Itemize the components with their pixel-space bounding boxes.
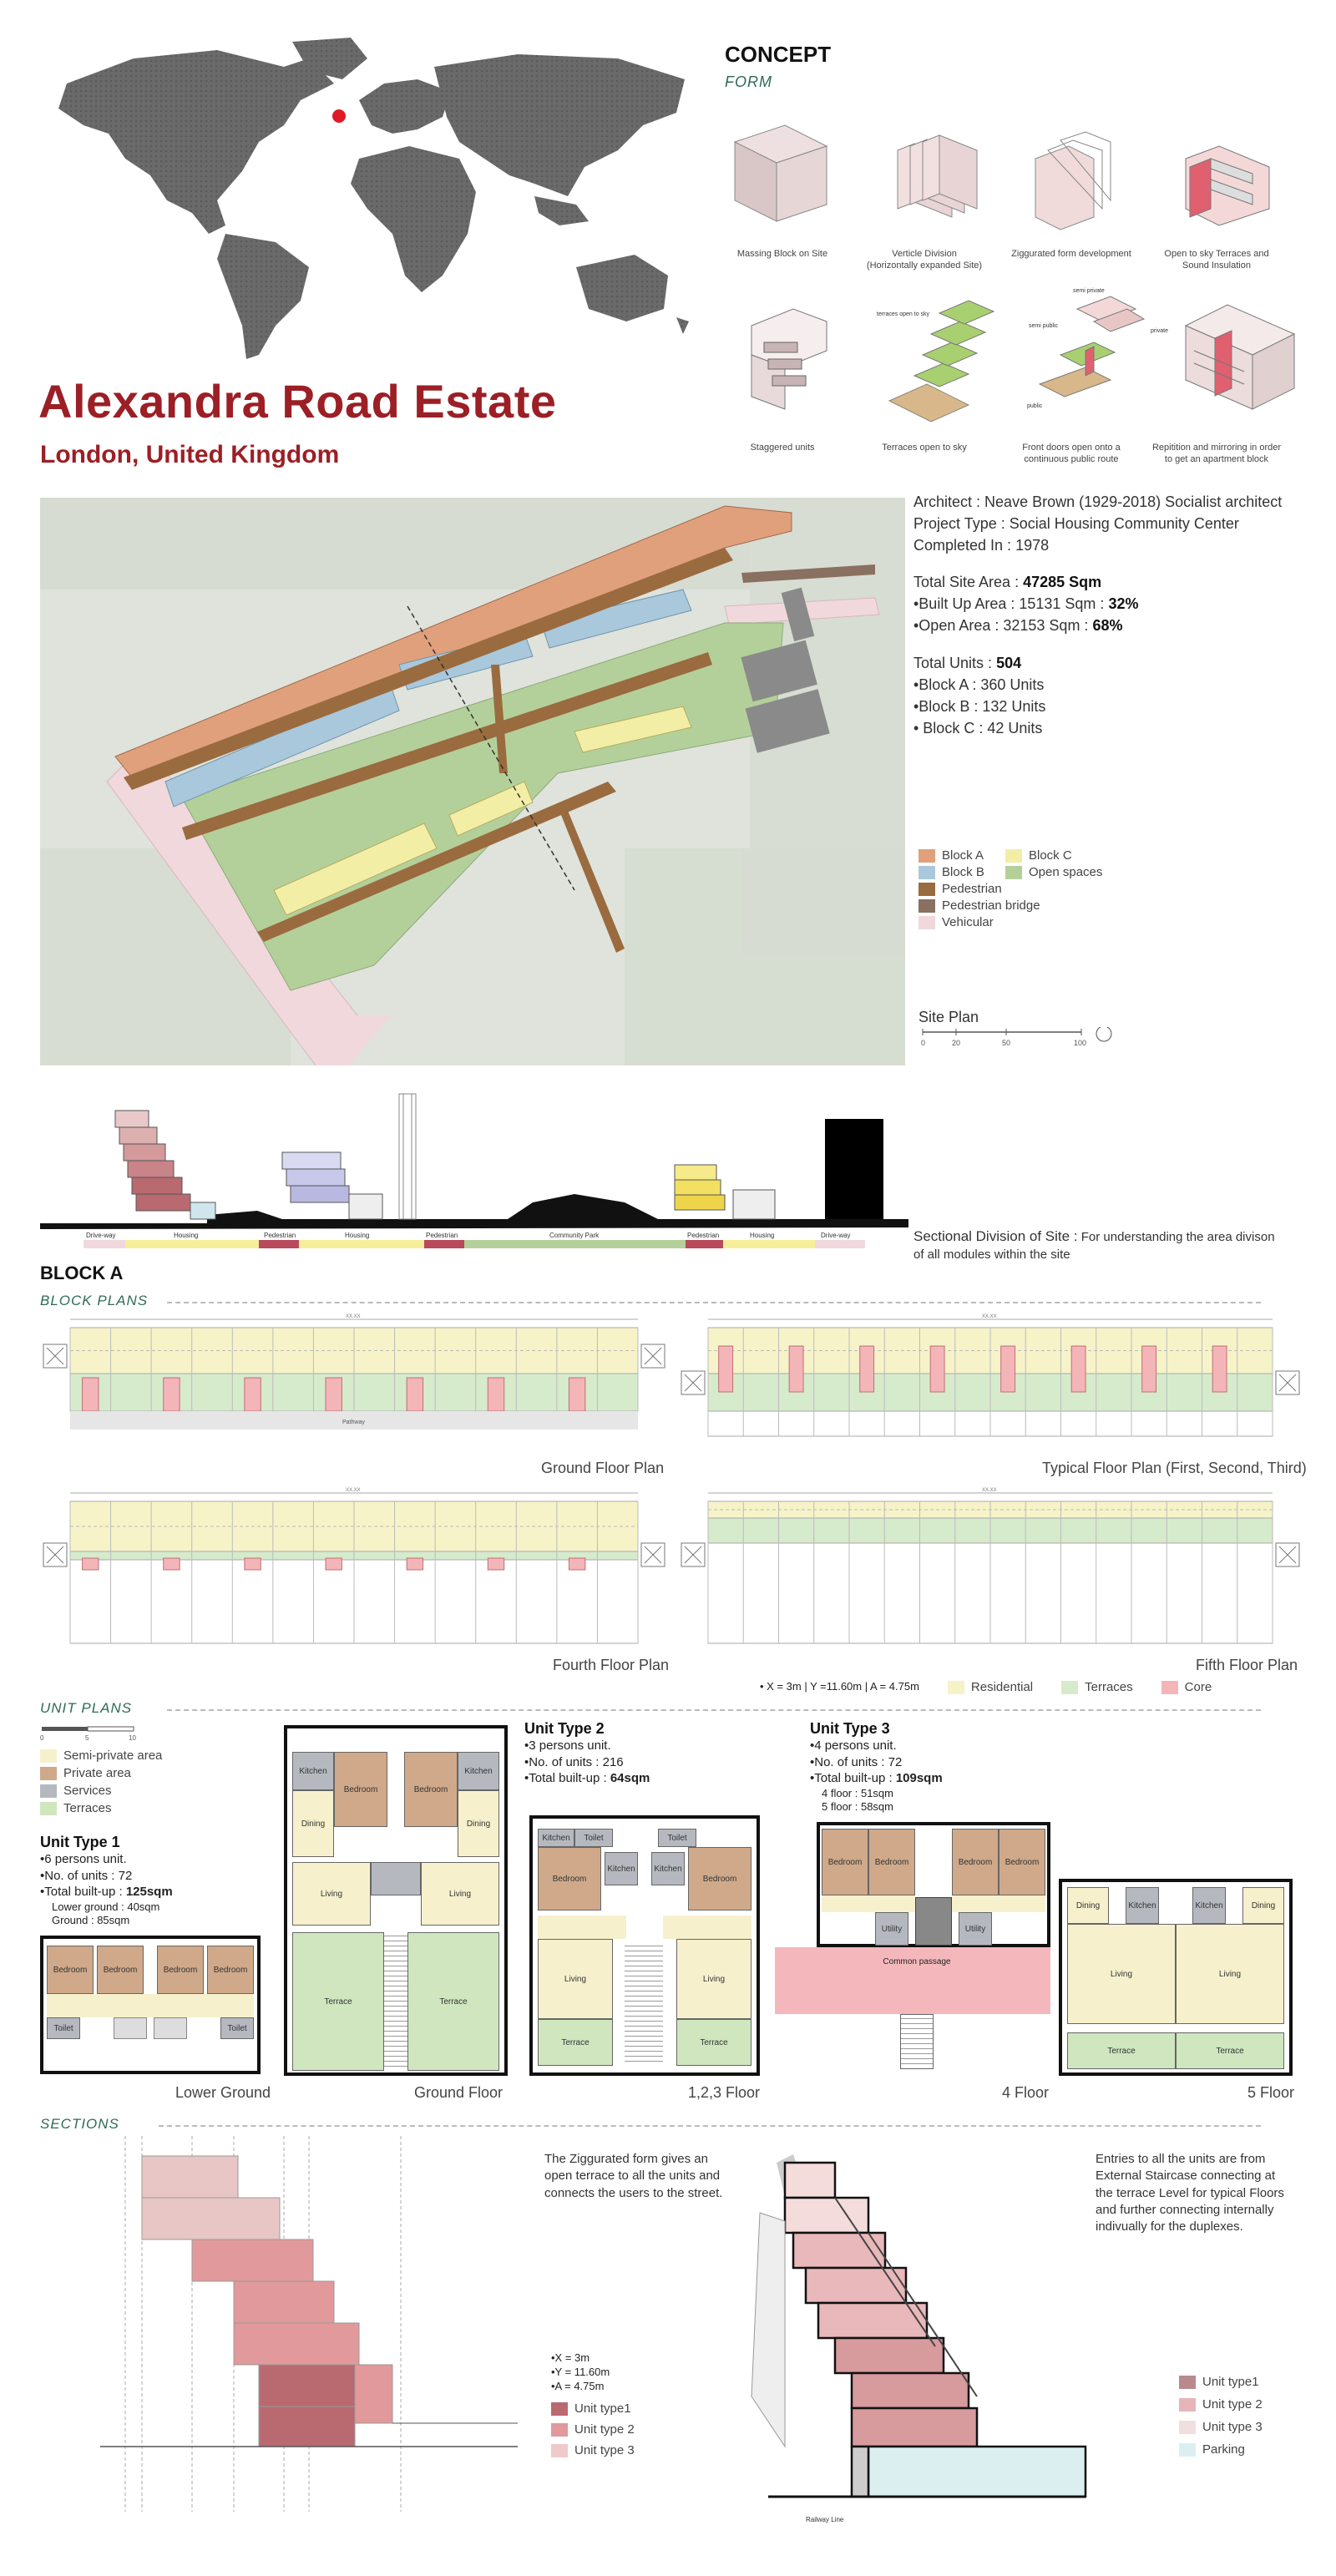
- public-label: public: [1027, 403, 1043, 409]
- room-kitchen: Kitchen: [292, 1752, 334, 1790]
- railway-label: Railway Line: [806, 2516, 844, 2523]
- dimension-label: XX.XX: [982, 1488, 997, 1493]
- sections-label: SECTIONS: [40, 2116, 119, 2132]
- room-passage: [822, 1895, 915, 1912]
- total-units-line: Total Units : 504: [913, 654, 1022, 671]
- fifth-floor-unit-plan: [1059, 1879, 1293, 2076]
- stair-core-icon: [1276, 1371, 1299, 1394]
- divider: [159, 2125, 1261, 2127]
- room-kitchen: Kitchen: [538, 1829, 574, 1847]
- room-bedroom: Bedroom: [688, 1847, 752, 1910]
- core-mark: [1212, 1346, 1227, 1392]
- ziggurat-section-diagram: [100, 2128, 534, 2528]
- fifth-floor-unit-caption: 5 Floor: [1247, 2084, 1295, 2101]
- vertical-division-diagram: [898, 135, 977, 217]
- block-a-title: BLOCK A: [40, 1263, 124, 1283]
- dimension-label: XX.XX: [982, 1314, 997, 1319]
- stair-core-icon: [641, 1543, 665, 1566]
- core-mark: [326, 1558, 342, 1570]
- block-c-units: • Block C : 42 Units: [913, 719, 1043, 736]
- swatch: [918, 849, 935, 863]
- room-passage: [538, 1916, 626, 1939]
- legend-pedestrian: Pedestrian: [918, 882, 1005, 896]
- site-legend: [918, 848, 1169, 929]
- room-toilet: Toilet: [574, 1829, 613, 1847]
- room-terrace: Terrace: [292, 1932, 384, 2071]
- staggered-units-diagram: [752, 309, 827, 409]
- europe-shape: [359, 79, 451, 134]
- room-bedroom: Bedroom: [822, 1829, 868, 1895]
- swatch: [1005, 849, 1022, 863]
- open-terraces-diagram: [1186, 146, 1269, 225]
- legend-residential: Residential: [948, 1680, 1033, 1694]
- room-terrace: Terrace: [407, 1932, 499, 2071]
- ground-floor-unit-caption: Ground Floor: [414, 2084, 504, 2101]
- room-passage: [663, 1916, 752, 1939]
- north-america-shape: [58, 50, 334, 234]
- stair: [625, 1944, 663, 2066]
- room-bedroom: Bedroom: [97, 1946, 144, 1994]
- room-utility: Utility: [875, 1912, 908, 1946]
- room-stair: [154, 2017, 187, 2039]
- legend-terraces: Terraces: [1061, 1680, 1133, 1694]
- room-bedroom: Bedroom: [334, 1752, 387, 1827]
- section-legend-left: Unit type1 Unit type 2 Unit type 3: [551, 2401, 635, 2457]
- room-living: Living: [538, 1939, 613, 2019]
- room-terrace: Terrace: [1176, 2032, 1284, 2069]
- typical-floor-caption: Typical Floor Plan (First, Second, Third): [1042, 1460, 1307, 1476]
- section-block-a: [115, 1111, 215, 1219]
- core-mark: [488, 1558, 504, 1570]
- core-mark: [1071, 1346, 1086, 1392]
- room-terrace: Terrace: [538, 2019, 613, 2066]
- concept-caption-6: Terraces open to sky: [882, 443, 967, 453]
- north-arrow-icon: [1096, 1027, 1111, 1041]
- sectional-caption: Sectional Division of Site : For understanding the area divison of all modules within the site: [913, 1228, 1275, 1262]
- pathway-label: Pathway: [342, 1420, 365, 1425]
- open-area-line: •Open Area : 32153 Sqm : 68%: [913, 617, 1123, 635]
- stair-core-icon: [43, 1344, 67, 1368]
- world-map: [33, 33, 701, 367]
- typical-floor-unit-caption: 1,2,3 Floor: [688, 2084, 761, 2101]
- unit-type-2-info: Unit Type 2 •3 persons unit. •No. of units : 216 •Total built-up : 64sqm: [524, 1720, 650, 1785]
- room-dining: Dining: [1067, 1887, 1109, 1924]
- room-living: Living: [1176, 1924, 1284, 2024]
- room-passage: [952, 1895, 1045, 1912]
- south-america-shape: [217, 234, 309, 359]
- concept-caption-3: Ziggurated form development: [1011, 249, 1131, 259]
- africa-shape: [351, 146, 476, 292]
- zone-driveway-2: Drive-way: [821, 1232, 851, 1239]
- concept-caption-4: Open to sky Terraces and Sound Insulation: [1164, 249, 1269, 271]
- stair-core-icon: [681, 1371, 705, 1394]
- zone-driveway-1: Drive-way: [86, 1232, 116, 1239]
- repetition-diagram: [1186, 305, 1294, 409]
- site-plan-label: Site Plan: [918, 1009, 979, 1025]
- concept-caption-7: Front doors open onto a continuous public route: [1022, 443, 1121, 464]
- scale-bar: [918, 1027, 1119, 1052]
- room-terrace: Terrace: [1067, 2032, 1176, 2069]
- room-dining: Dining: [292, 1790, 334, 1857]
- lower-ground-caption: Lower Ground: [175, 2084, 271, 2101]
- unit-scale-bar: [40, 1725, 149, 1743]
- core-mark: [569, 1378, 584, 1411]
- room-bedroom: Bedroom: [47, 1946, 94, 1994]
- concept-caption-1: Massing Block on Site: [736, 249, 828, 259]
- unit-type-1-title: Unit Type 1: [40, 1834, 120, 1850]
- zone-community-park: Community Park: [549, 1232, 600, 1239]
- room-utility: Utility: [959, 1912, 992, 1946]
- room-bedroom: Bedroom: [999, 1829, 1045, 1895]
- room-bedroom: Bedroom: [207, 1946, 254, 1994]
- sections-text-right: Entries to all the units are from External Staircase connecting at the terrace Level for typical Floors and further connecting internally indivually for the duplexes.: [1096, 2152, 1284, 2234]
- stair-core-icon: [1276, 1543, 1299, 1566]
- ground-floor-caption: Ground Floor Plan: [541, 1460, 665, 1476]
- project-info: [913, 491, 1282, 739]
- block-a-units: •Block A : 360 Units: [913, 676, 1045, 693]
- legend-private: Private area: [40, 1766, 162, 1780]
- london-marker: [332, 109, 346, 123]
- legend-core: Core: [1161, 1680, 1212, 1694]
- typical-floor-plan: [678, 1313, 1303, 1461]
- room-bedroom: Bedroom: [157, 1946, 204, 1994]
- core-mark: [1142, 1346, 1156, 1392]
- scale-100: 100: [1074, 1039, 1087, 1047]
- legend-open-spaces: Open spaces: [1005, 865, 1131, 879]
- concept-diagrams: [718, 100, 1319, 459]
- australia-shape: [576, 255, 668, 321]
- legend-terraces: Terraces: [40, 1801, 162, 1815]
- dimension-note: • X = 3m | Y =11.60m | A = 4.75m: [760, 1680, 919, 1693]
- zone-housing-1: Housing: [174, 1232, 199, 1239]
- section-legend-right: Unit type1 Unit type 2 Unit type 3 Parking: [1179, 2375, 1263, 2457]
- room-toilet: Toilet: [47, 2017, 80, 2039]
- type-line: Project Type : Social Housing Community Center: [913, 515, 1239, 533]
- concept-title: CONCEPT: [725, 42, 832, 67]
- zone-pedestrian-2: Pedestrian: [426, 1232, 458, 1239]
- architect-line: Architect : Neave Brown (1929-2018) Socialist architect: [913, 493, 1283, 510]
- swatch: [918, 899, 935, 913]
- room-bedroom: Bedroom: [952, 1829, 999, 1895]
- fourth-floor-unit-caption: 4 Floor: [1002, 2084, 1050, 2101]
- ground-floor-unit-plan: [284, 1725, 508, 2076]
- unit-legend: [40, 1749, 162, 1815]
- built-area-line: •Built Up Area : 15131 Sqm : 32%: [913, 595, 1139, 613]
- concept-subtitle: FORM: [725, 73, 772, 90]
- legend-block-b: Block B: [918, 865, 1005, 879]
- room-living: Living: [676, 1939, 752, 2019]
- site-section: [40, 1086, 917, 1261]
- room-dining: Dining: [458, 1790, 499, 1857]
- stair-core-icon: [681, 1543, 705, 1566]
- room-kitchen: Kitchen: [458, 1752, 499, 1790]
- core-mark: [930, 1346, 944, 1392]
- room-kitchen: Kitchen: [1126, 1887, 1159, 1924]
- terraces-open-label: terraces open to sky: [877, 311, 930, 317]
- stair-core: [915, 1897, 952, 1946]
- scale-50: 50: [1002, 1039, 1011, 1047]
- lower-ground-plan: [40, 1936, 261, 2074]
- core-mark: [83, 1378, 99, 1411]
- unit-plans-label: UNIT PLANS: [40, 1700, 133, 1716]
- legend-services: Services: [40, 1784, 162, 1798]
- ground-floor-plan: [40, 1313, 668, 1461]
- asia-shape: [434, 54, 685, 196]
- completed-line: Completed In : 1978: [913, 537, 1050, 554]
- sections-text-left: The Ziggurated form gives an open terrace to all the units and connects the users to the street.: [544, 2152, 723, 2200]
- stair-core-icon: [43, 1543, 67, 1566]
- legend-semi-private: Semi-private area: [40, 1749, 162, 1763]
- fifth-floor-plan: [678, 1486, 1303, 1653]
- swatch: [918, 916, 935, 929]
- core-mark: [164, 1558, 180, 1570]
- unit-type-1-info: Unit Type 1 •6 persons unit. •No. of units : 72 •Total built-up : 125sqm Lower ground : 40sqm Ground : 85sqm: [40, 1834, 173, 1927]
- dimension-label: XX.XX: [346, 1488, 361, 1493]
- room-bedroom: Bedroom: [868, 1829, 915, 1895]
- section-block-c: [675, 1165, 775, 1219]
- core-mark: [860, 1346, 874, 1392]
- room-living: Living: [421, 1862, 499, 1926]
- core-mark: [245, 1558, 261, 1570]
- block-plan-legend: [760, 1680, 1212, 1694]
- stair-core-icon: [641, 1344, 665, 1368]
- scale-0: 0: [921, 1039, 926, 1047]
- fourth-floor-caption: Fourth Floor Plan: [553, 1657, 670, 1673]
- semi-private-label: semi private: [1073, 288, 1105, 294]
- core-mark: [789, 1346, 803, 1392]
- building-section-detail: [660, 2146, 1094, 2530]
- scale-20: 20: [952, 1039, 961, 1047]
- core-mark: [488, 1378, 504, 1411]
- svg-text:0: 0: [40, 1734, 44, 1742]
- svg-text:10: 10: [129, 1734, 136, 1742]
- fourth-floor-unit-plan: [775, 1822, 1050, 2072]
- core-mark: [326, 1378, 342, 1411]
- zone-housing-3: Housing: [750, 1232, 775, 1239]
- front-doors-diagram: [1027, 288, 1168, 409]
- room-services: [371, 1862, 421, 1895]
- massing-block-diagram: [735, 125, 827, 221]
- swatch: [918, 883, 935, 896]
- fourth-floor-plan: [40, 1486, 668, 1653]
- ziggurat-diagram: [1035, 132, 1111, 230]
- svg-text:5: 5: [85, 1734, 89, 1742]
- core-mark: [245, 1378, 261, 1411]
- zone-housing-2: Housing: [345, 1232, 370, 1239]
- page-title: Alexandra Road Estate: [38, 375, 557, 428]
- site-plan-map: [40, 498, 905, 1065]
- room-kitchen: Kitchen: [1192, 1887, 1226, 1924]
- divider: [167, 1709, 1261, 1711]
- core-mark: [569, 1558, 584, 1570]
- swatch: [1005, 866, 1022, 879]
- room-bedroom: Bedroom: [404, 1752, 458, 1827]
- block-b-units: •Block B : 132 Units: [913, 697, 1046, 715]
- room-terrace: Terrace: [676, 2019, 752, 2066]
- room-stair: [114, 2017, 147, 2039]
- core-mark: [1001, 1346, 1015, 1392]
- dimension-list: •X = 3m •Y = 11.60m •A = 4.75m: [551, 2351, 610, 2392]
- legend-vehicular: Vehicular: [918, 915, 1131, 929]
- swatch: [918, 866, 935, 879]
- concept-caption-5: Staggered units: [750, 443, 815, 453]
- typical-unit-plan: [529, 1815, 760, 2076]
- legend-block-c: Block C: [1005, 848, 1131, 863]
- room-living: Living: [1067, 1924, 1176, 2024]
- semi-public-label: semi public: [1029, 323, 1059, 329]
- common-passage-label: Common passage: [883, 1956, 951, 1966]
- room-toilet: Toilet: [658, 1829, 696, 1847]
- room-bedroom: Bedroom: [538, 1847, 601, 1910]
- divider: [167, 1302, 1261, 1303]
- page-subtitle: London, United Kingdom: [40, 441, 340, 468]
- room-kitchen: Kitchen: [605, 1852, 638, 1885]
- core-mark: [407, 1378, 423, 1411]
- legend-pedestrian-bridge: Pedestrian bridge: [918, 898, 1131, 913]
- stair: [384, 1932, 407, 2071]
- private-label: private: [1151, 328, 1169, 334]
- core-mark: [164, 1378, 180, 1411]
- stair: [900, 2014, 934, 2069]
- zone-pedestrian-3: Pedestrian: [687, 1232, 720, 1239]
- core-mark: [407, 1558, 423, 1570]
- site-area-line: Total Site Area : 47285 Sqm: [913, 574, 1102, 591]
- concept-caption-2: Verticle Division (Horizontally expanded Site): [866, 249, 983, 271]
- room-kitchen: Kitchen: [651, 1852, 685, 1885]
- room-dining: Dining: [1242, 1887, 1284, 1924]
- unit-type-3-info: Unit Type 3 •4 persons unit. •No. of units : 72 •Total built-up : 109sqm 4 floor : 51sqm 5 floor : 58sqm: [810, 1720, 943, 1814]
- fifth-floor-caption: Fifth Floor Plan: [1196, 1657, 1298, 1673]
- block-plans-label: BLOCK PLANS: [40, 1293, 149, 1308]
- room-passage: [47, 1994, 254, 2017]
- core-mark: [719, 1346, 733, 1392]
- section-block-b: [282, 1152, 382, 1219]
- legend-block-a: Block A: [918, 848, 1005, 863]
- room-toilet: Toilet: [220, 2017, 254, 2039]
- core-mark: [83, 1558, 99, 1570]
- zone-pedestrian-1: Pedestrian: [264, 1232, 296, 1239]
- dimension-label: XX.XX: [346, 1314, 361, 1319]
- room-living: Living: [292, 1862, 371, 1926]
- concept-caption-8: Repitition and mirroring in order to get an apartment block: [1151, 443, 1282, 464]
- terraces-open-diagram: [877, 301, 994, 422]
